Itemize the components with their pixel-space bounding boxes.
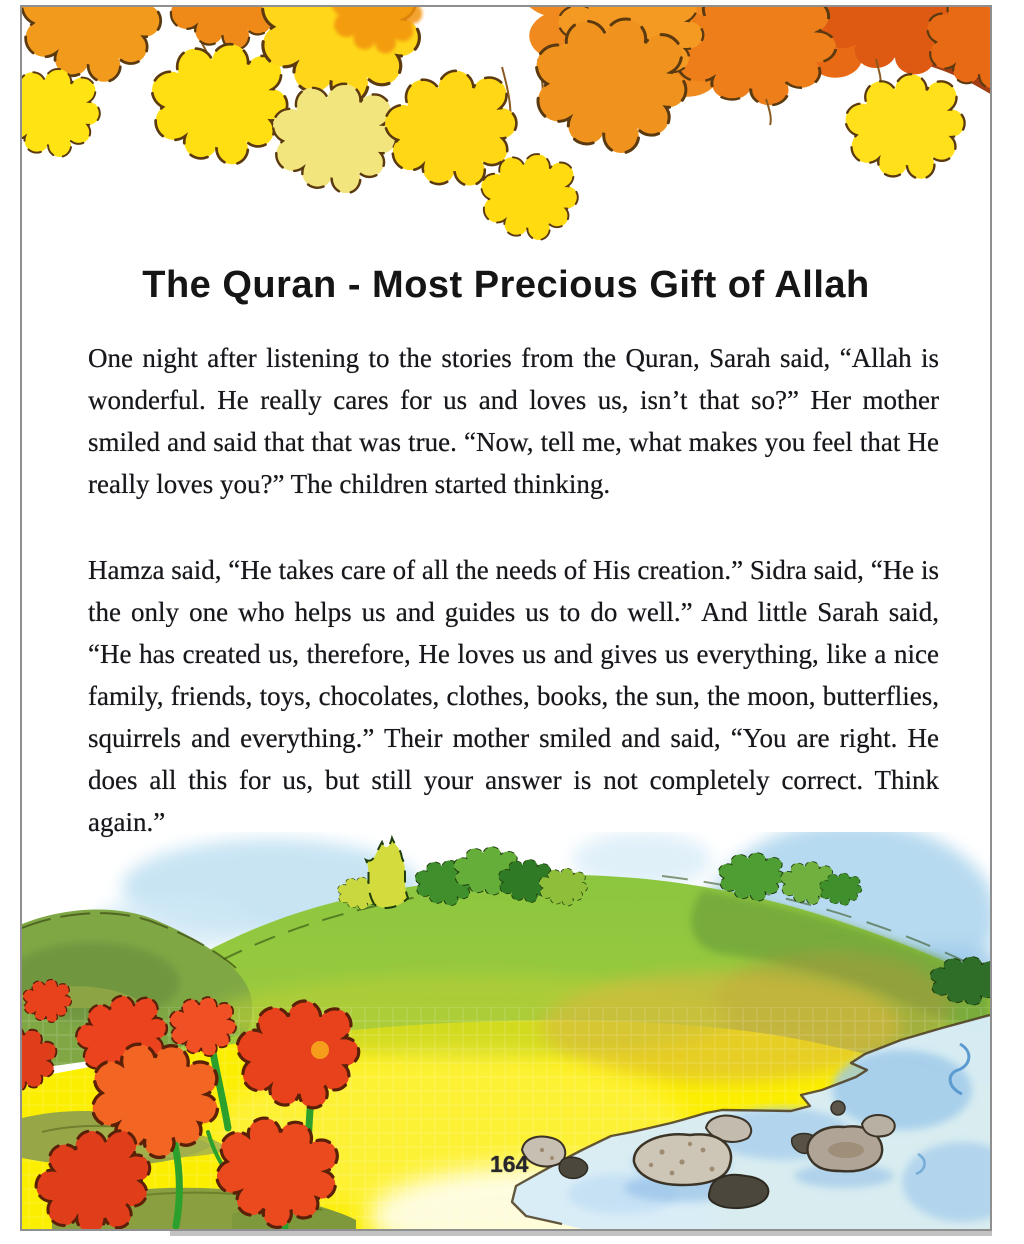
- page-number: 164: [490, 1151, 529, 1177]
- leaf-icon: [927, 7, 990, 88]
- leaf-icon: [152, 44, 287, 164]
- leaf-icon: [273, 84, 396, 193]
- page-frame: [20, 5, 992, 1231]
- flower-center: [311, 1041, 329, 1059]
- leaf-icon: [841, 69, 970, 186]
- story-paragraph-1: One night after listening to the stories from the Quran, Sarah said, “Allah is wonderful. He really cares for us and loves us, isn’t that so?” Her mother smiled and said that that was true. “Now, tell me, what makes you feel that He really loves you?” The children started thinking.: [88, 343, 939, 499]
- rock-icon: [559, 1157, 587, 1178]
- leaf-icon: [22, 69, 100, 157]
- leaf-icon: [22, 7, 161, 82]
- page-title: The Quran - Most Precious Gift of Allah: [142, 264, 870, 307]
- page-edge-shadow: [170, 1231, 992, 1236]
- rock-icon: [862, 1115, 895, 1136]
- tree-icon: [366, 838, 408, 908]
- rock-icon: [709, 1175, 768, 1208]
- story-paragraph-2: Hamza said, “He takes care of all the needs of His creation.” Sidra said, “He is the only one who helps us and guides us to do well.” And little Sarah said, “He has created us, therefore, He loves us and gives us everything, like a nice family, friends, toys, chocolates, clothes, books, the sun, the moon, butterflies, squirrels and everything.” Their mother smiled and said, “You are right. He does all this for us, but still your answer is not completely correct. Think again.”: [88, 555, 939, 837]
- rock-icon: [831, 1101, 845, 1115]
- leaf-icon: [481, 154, 577, 240]
- story-text: [88, 337, 939, 843]
- autumn-leaves-illustration: [22, 7, 990, 242]
